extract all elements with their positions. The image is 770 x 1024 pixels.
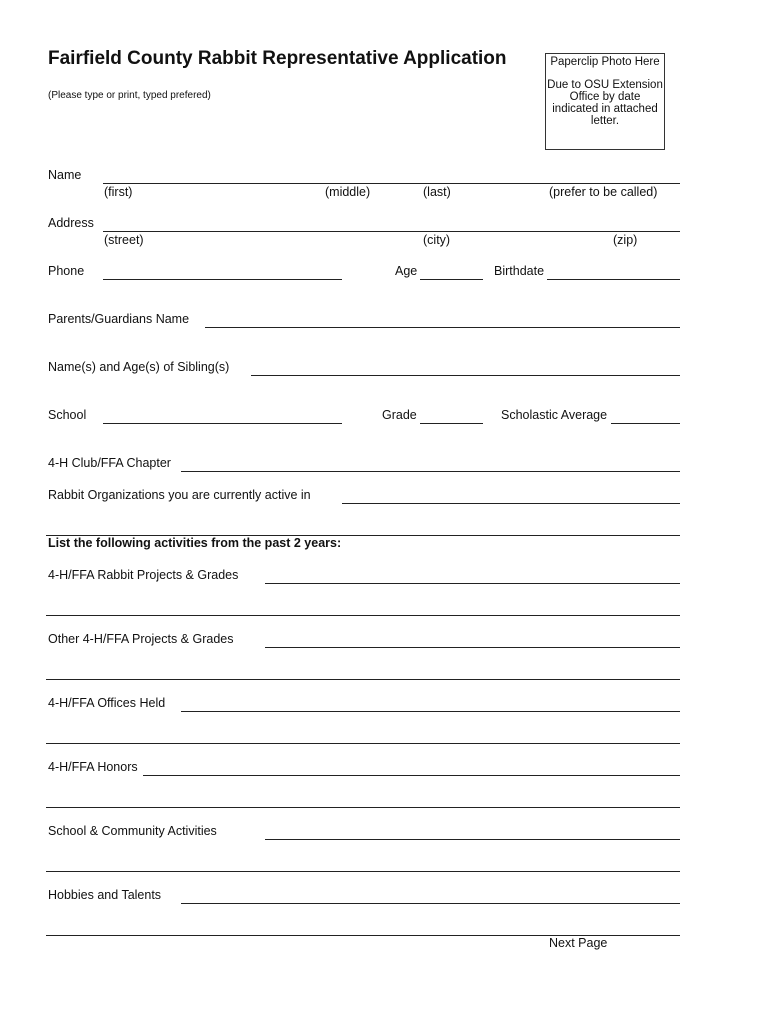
photo-box-label: Paperclip Photo Here [550,56,660,68]
birthdate-field[interactable] [547,279,680,280]
community-field[interactable] [265,839,680,840]
siblings-field[interactable] [251,375,680,376]
school-label: School [48,408,87,422]
address-city-caption: (city) [423,233,451,247]
name-last-caption: (last) [423,185,451,199]
name-label: Name [48,168,82,182]
scholastic-label: Scholastic Average [501,408,608,422]
age-label: Age [395,264,418,278]
page-title: Fairfield County Rabbit Representative Application [48,48,507,69]
rabbit-projects-field-line-2[interactable] [46,615,680,616]
name-prefer-caption: (prefer to be called) [549,185,658,199]
next-page-label: Next Page [549,936,608,950]
honors-label: 4-H/FFA Honors [48,760,138,774]
scholastic-field[interactable] [611,423,680,424]
community-label: School & Community Activities [48,824,217,838]
address-street-caption: (street) [104,233,144,247]
instructions-note: (Please type or print, typed prefered) [48,90,211,101]
rabbit-orgs-label: Rabbit Organizations you are currently active in [48,488,311,502]
grade-field[interactable] [420,423,483,424]
photo-box [545,53,665,150]
club-field[interactable] [181,471,680,472]
hobbies-label: Hobbies and Talents [48,888,162,902]
name-first-caption: (first) [104,185,133,199]
honors-field-line-2[interactable] [46,807,680,808]
rabbit-projects-field[interactable] [265,583,680,584]
siblings-label: Name(s) and Age(s) of Sibling(s) [48,360,230,374]
other-projects-field[interactable] [265,647,680,648]
birthdate-label: Birthdate [494,264,545,278]
name-field[interactable] [103,183,680,184]
age-field[interactable] [420,279,483,280]
community-field-line-2[interactable] [46,871,680,872]
offices-label: 4-H/FFA Offices Held [48,696,166,710]
other-projects-label: Other 4-H/FFA Projects & Grades [48,632,234,646]
address-zip-caption: (zip) [613,233,638,247]
parents-field[interactable] [205,327,680,328]
honors-field[interactable] [143,775,680,776]
parents-label: Parents/Guardians Name [48,312,190,326]
phone-label: Phone [48,264,85,278]
offices-field[interactable] [181,711,680,712]
club-label: 4-H Club/FFA Chapter [48,456,171,470]
rabbit-orgs-field[interactable] [342,503,680,504]
name-middle-caption: (middle) [325,185,371,199]
offices-field-line-2[interactable] [46,743,680,744]
address-label: Address [48,216,94,230]
phone-field[interactable] [103,279,342,280]
hobbies-field[interactable] [181,903,680,904]
address-field[interactable] [103,231,680,232]
other-projects-field-line-2[interactable] [46,679,680,680]
activities-heading: List the following activities from the past 2 years: [48,536,342,550]
school-field[interactable] [103,423,342,424]
photo-box-deadline: Due to OSU Extension Office by date indicated in attached letter. [547,79,663,127]
rabbit-projects-label: 4-H/FFA Rabbit Projects & Grades [48,568,239,582]
grade-label: Grade [382,408,417,422]
